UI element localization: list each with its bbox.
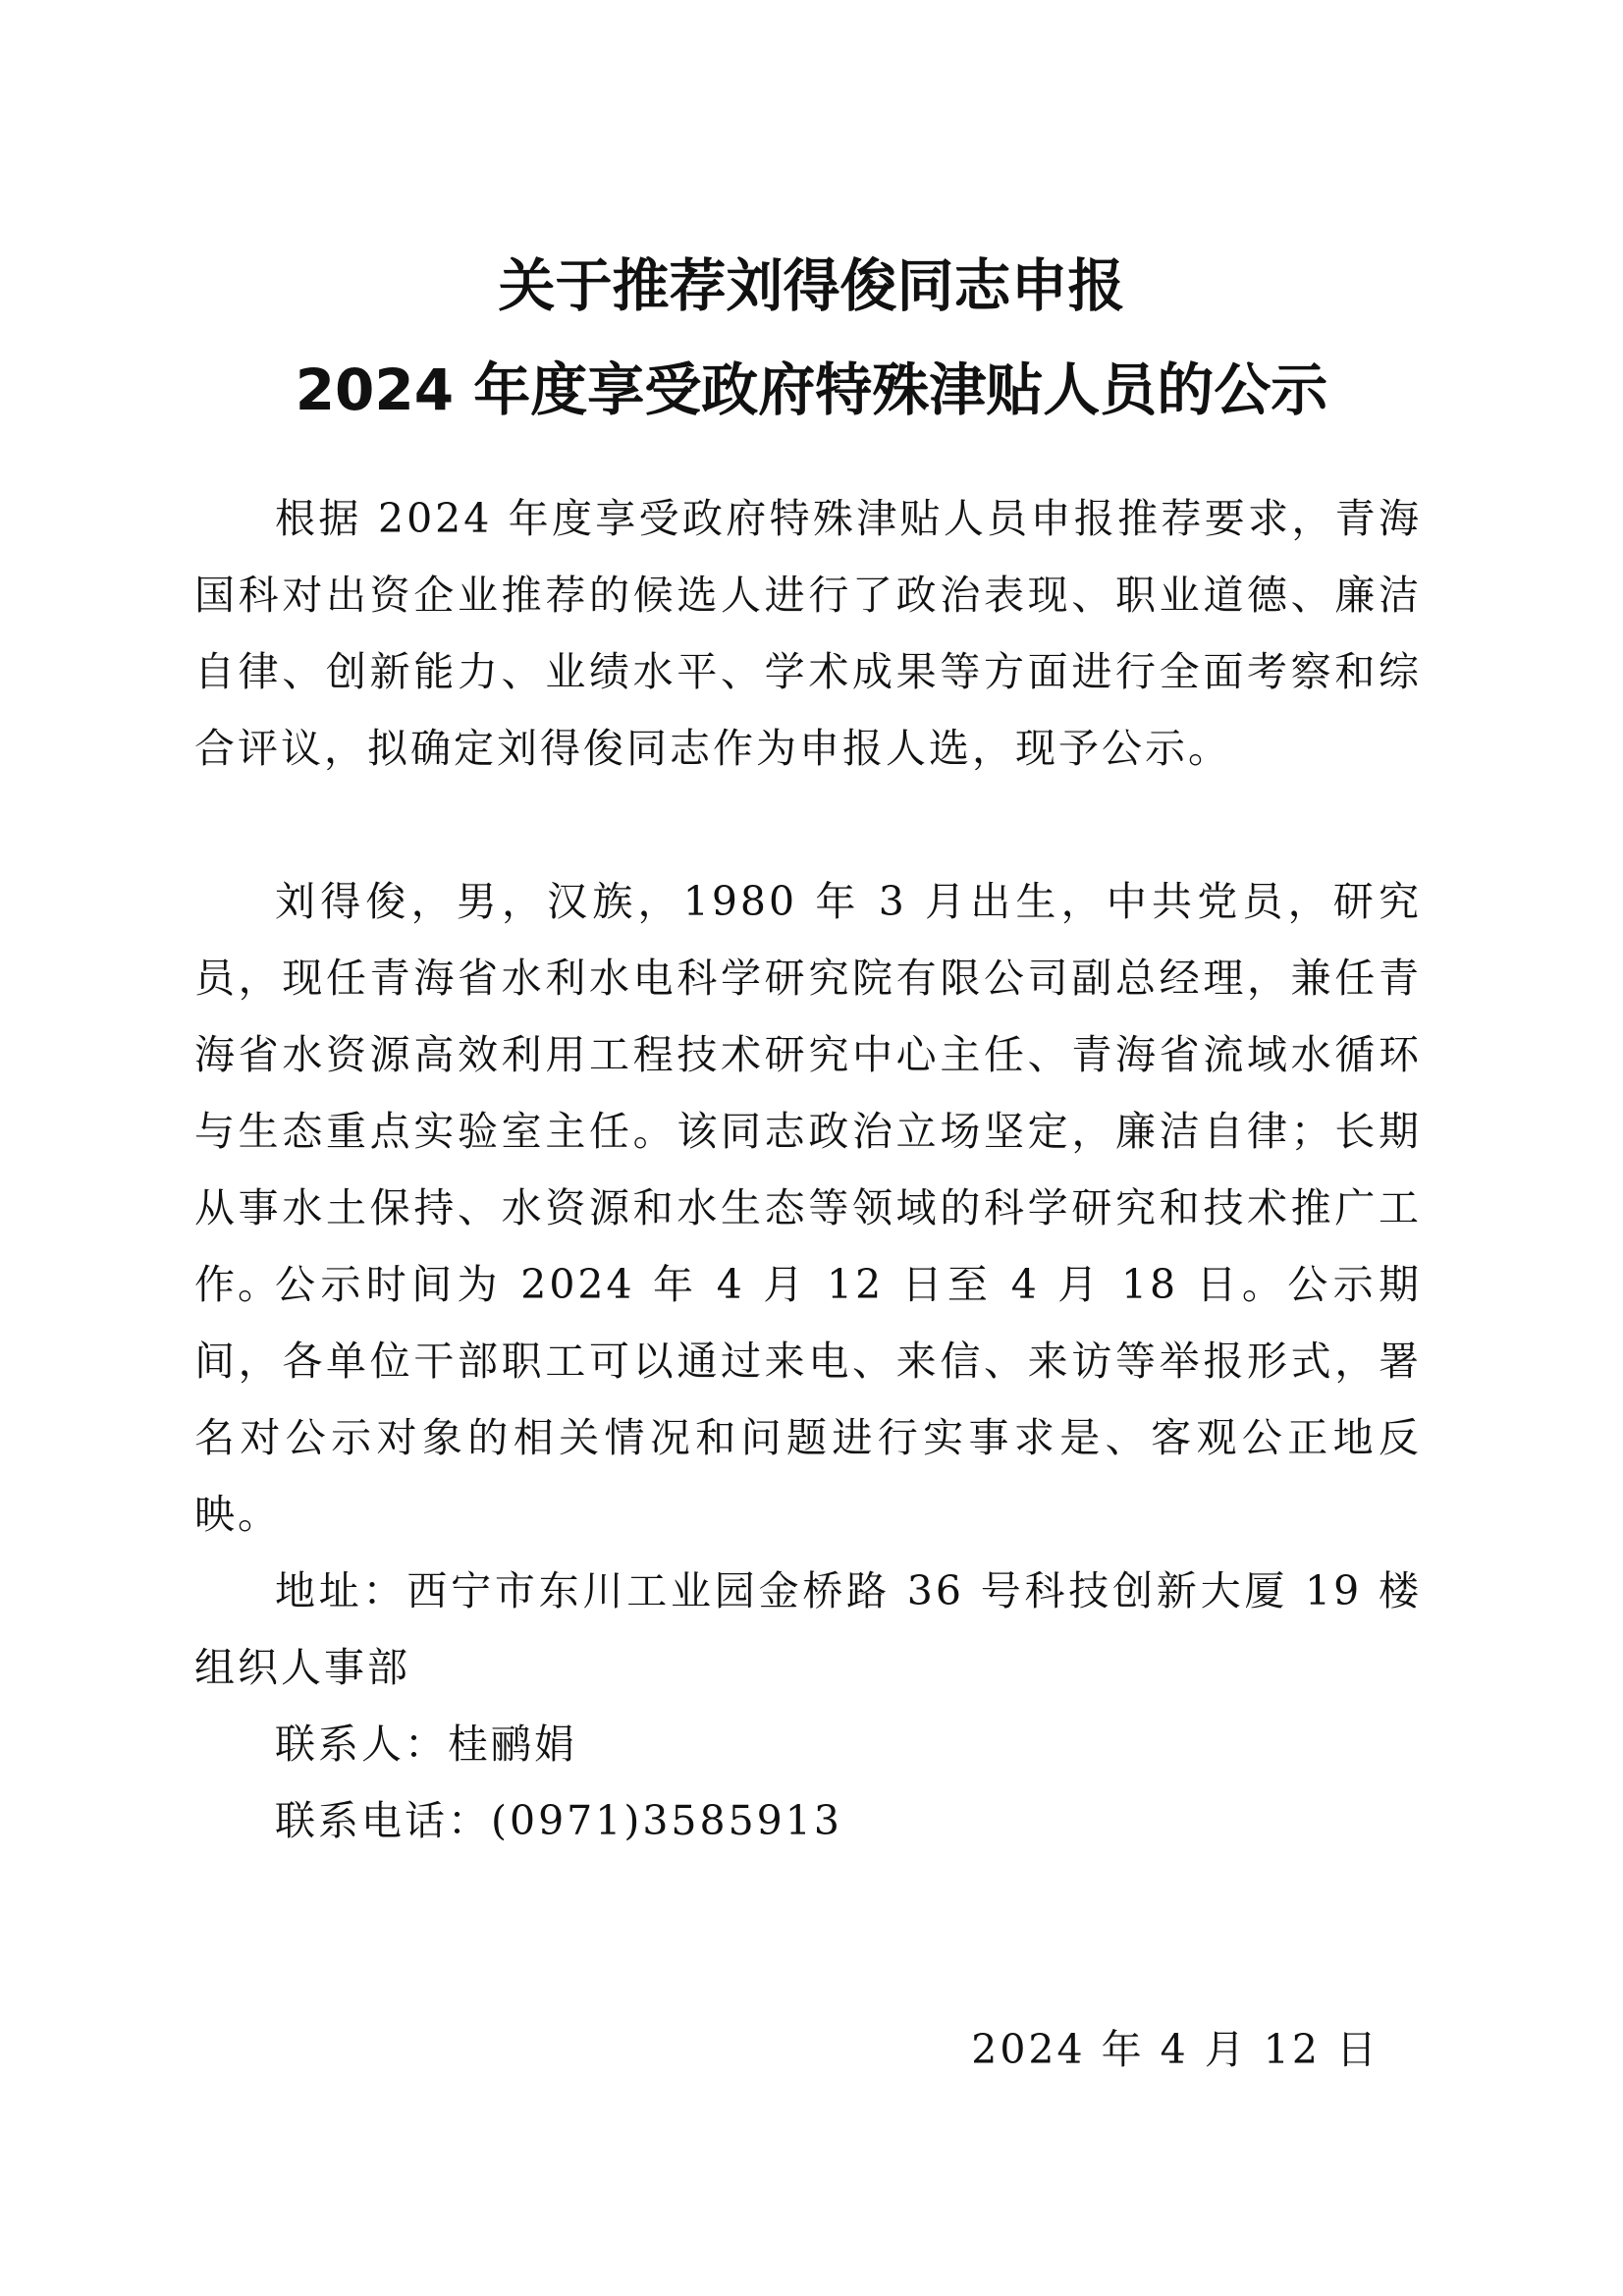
- paragraph-address: 地址：西宁市东川工业园金桥路 36 号科技创新大厦 19 楼组织人事部: [194, 1567, 1422, 1691]
- document-date: 2024 年 4 月 12 日: [971, 2026, 1380, 2073]
- paragraph-recommendation: 根据 2024 年度享受政府特殊津贴人员申报推荐要求，青海国科对出资企业推荐的候选人进行了政治表现、职业道德、廉洁自律、创新能力、业绩水平、学术成果等方面进行全面考察和综合评议，拟确定刘得俊同志作为申报人选，现予公示。: [194, 495, 1422, 772]
- paragraph-contact-phone: 联系电话：(0971)3585913: [275, 1797, 842, 1844]
- paragraph-publicity-period: 公示时间为 2024 年 4 月 12 日至 4 月 18 日。公示期间，各单位干部职工可以通过来电、来信、来访等举报形式，署名对公示对象的相关情况和问题进行实事求是、客观公正地反映。: [194, 1261, 1422, 1538]
- document-title-line-1: 关于推荐刘得俊同志申报: [498, 252, 1125, 319]
- paragraph-candidate-profile: 刘得俊，男，汉族，1980 年 3 月出生，中共党员，研究员，现任青海省水利水电科学研究院有限公司副总经理，兼任青海省水资源高效利用工程技术研究中心主任、青海省流域水循环与生态重点实验室主任。该同志政治立场坚定，廉洁自律；长期从事水土保持、水资源和水生态等领域的科学研究和技术推广工作。: [194, 878, 1422, 1308]
- document-title-line-2: 2024 年度享受政府特殊津贴人员的公示: [295, 356, 1328, 423]
- paragraph-contact-person: 联系人：桂鹂娟: [275, 1721, 577, 1768]
